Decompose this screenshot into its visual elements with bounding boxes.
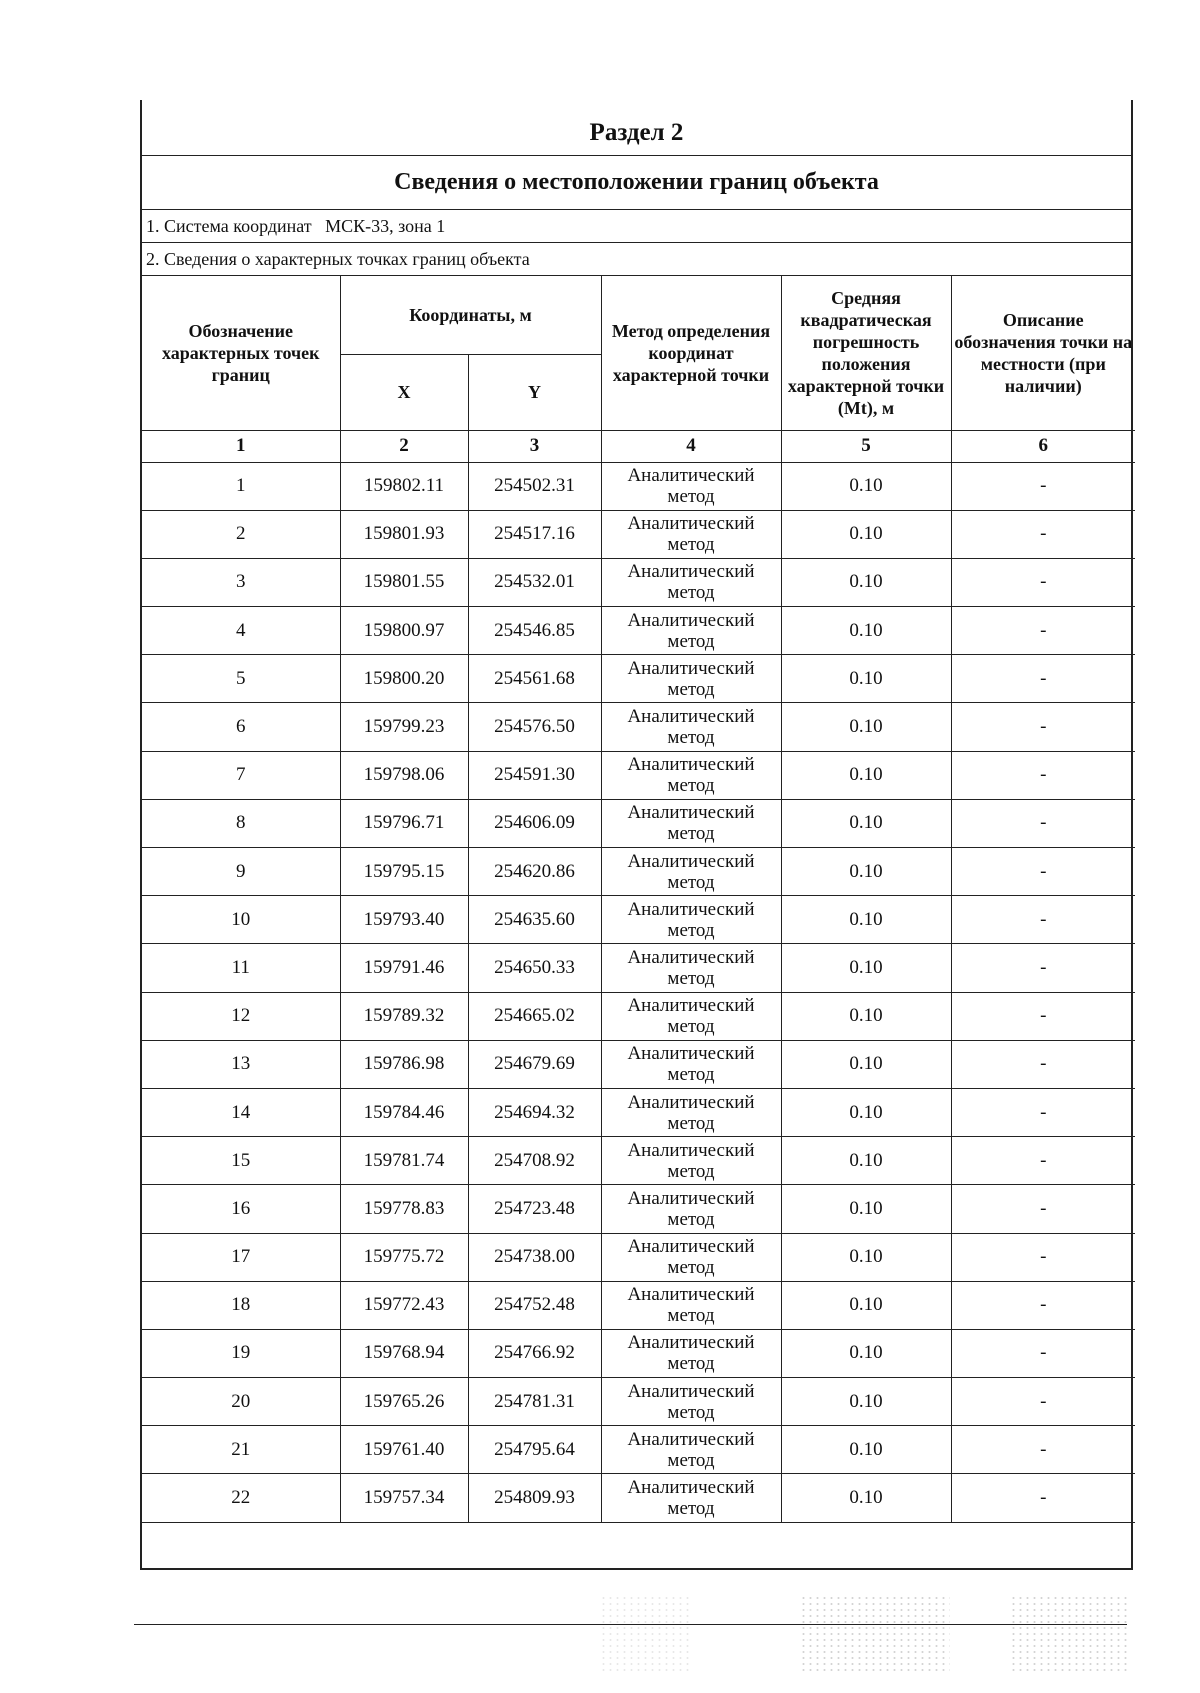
method-cell: Аналитический метод <box>601 848 781 896</box>
coord-x-cell: 159793.40 <box>340 896 468 944</box>
error-cell: 0.10 <box>781 896 951 944</box>
description-cell: - <box>951 655 1135 703</box>
description-cell: - <box>951 703 1135 751</box>
error-cell: 0.10 <box>781 944 951 992</box>
table-row <box>142 607 1135 655</box>
coord-x-cell: 159789.32 <box>340 992 468 1040</box>
coord-y-cell: 254723.48 <box>468 1185 601 1233</box>
column-number: 3 <box>468 430 601 462</box>
coordinate-system-line: 1. Система координат МСК-33, зона 1 <box>142 210 1131 243</box>
method-cell: Аналитический метод <box>601 799 781 847</box>
point-number-cell: 17 <box>142 1233 340 1281</box>
coord-y-cell: 254694.32 <box>468 1088 601 1136</box>
description-cell: - <box>951 1040 1135 1088</box>
point-number-cell: 2 <box>142 510 340 558</box>
point-number-cell: 11 <box>142 944 340 992</box>
coord-x-cell: 159796.71 <box>340 799 468 847</box>
method-cell: Аналитический метод <box>601 1088 781 1136</box>
error-cell: 0.10 <box>781 1040 951 1088</box>
method-cell: Аналитический метод <box>601 992 781 1040</box>
table-row <box>142 1281 1135 1329</box>
table-row <box>142 1474 1135 1522</box>
error-cell: 0.10 <box>781 1137 951 1185</box>
point-number-cell: 12 <box>142 992 340 1040</box>
error-cell: 0.10 <box>781 510 951 558</box>
point-number-cell: 14 <box>142 1088 340 1136</box>
column-numbers-row <box>142 430 1135 462</box>
error-cell: 0.10 <box>781 751 951 799</box>
point-number-cell: 8 <box>142 799 340 847</box>
method-cell: Аналитический метод <box>601 1474 781 1522</box>
coord-x-cell: 159761.40 <box>340 1426 468 1474</box>
table-row <box>142 510 1135 558</box>
points-table-header <box>142 276 1135 462</box>
point-number-cell: 21 <box>142 1426 340 1474</box>
table-row <box>142 751 1135 799</box>
description-cell: - <box>951 1088 1135 1136</box>
method-cell: Аналитический метод <box>601 1185 781 1233</box>
coord-x-cell: 159757.34 <box>340 1474 468 1522</box>
coord-y-cell: 254679.69 <box>468 1040 601 1088</box>
header-x: X <box>340 354 468 430</box>
table-row <box>142 896 1135 944</box>
coord-y-cell: 254738.00 <box>468 1233 601 1281</box>
coord-y-cell: 254708.92 <box>468 1137 601 1185</box>
section-title: Раздел 2 <box>142 100 1131 156</box>
header-y: Y <box>468 354 601 430</box>
description-cell: - <box>951 799 1135 847</box>
coord-y-cell: 254665.02 <box>468 992 601 1040</box>
coord-x-cell: 159778.83 <box>340 1185 468 1233</box>
description-cell: - <box>951 1185 1135 1233</box>
point-number-cell: 15 <box>142 1137 340 1185</box>
table-row <box>142 1329 1135 1377</box>
scan-noise <box>800 1595 950 1675</box>
points-heading-line: 2. Сведения о характерных точках границ объекта <box>142 243 1131 276</box>
description-cell: - <box>951 1137 1135 1185</box>
table-row <box>142 1233 1135 1281</box>
point-number-cell: 10 <box>142 896 340 944</box>
table-row <box>142 1088 1135 1136</box>
error-cell: 0.10 <box>781 1474 951 1522</box>
error-cell: 0.10 <box>781 1426 951 1474</box>
description-cell: - <box>951 1329 1135 1377</box>
column-number: 2 <box>340 430 468 462</box>
error-cell: 0.10 <box>781 558 951 606</box>
column-number: 4 <box>601 430 781 462</box>
method-cell: Аналитический метод <box>601 1040 781 1088</box>
point-number-cell: 1 <box>142 462 340 510</box>
method-cell: Аналитический метод <box>601 703 781 751</box>
coord-x-cell: 159800.20 <box>340 655 468 703</box>
table-row <box>142 992 1135 1040</box>
coord-x-cell: 159772.43 <box>340 1281 468 1329</box>
method-cell: Аналитический метод <box>601 944 781 992</box>
description-cell: - <box>951 1378 1135 1426</box>
coord-y-cell: 254591.30 <box>468 751 601 799</box>
coord-y-cell: 254635.60 <box>468 896 601 944</box>
coord-x-cell: 159798.06 <box>340 751 468 799</box>
table-row <box>142 558 1135 606</box>
coord-y-cell: 254546.85 <box>468 607 601 655</box>
description-cell: - <box>951 1233 1135 1281</box>
point-number-cell: 7 <box>142 751 340 799</box>
error-cell: 0.10 <box>781 1281 951 1329</box>
description-cell: - <box>951 944 1135 992</box>
point-number-cell: 9 <box>142 848 340 896</box>
coord-y-cell: 254650.33 <box>468 944 601 992</box>
error-cell: 0.10 <box>781 1233 951 1281</box>
table-row <box>142 848 1135 896</box>
method-cell: Аналитический метод <box>601 1329 781 1377</box>
header-designation: Обозначение характерных точек границ <box>142 276 340 430</box>
coord-x-cell: 159800.97 <box>340 607 468 655</box>
section-subtitle: Сведения о местоположении границ объекта <box>142 156 1131 210</box>
coord-x-cell: 159775.72 <box>340 1233 468 1281</box>
method-cell: Аналитический метод <box>601 1281 781 1329</box>
point-number-cell: 16 <box>142 1185 340 1233</box>
description-cell: - <box>951 751 1135 799</box>
point-number-cell: 18 <box>142 1281 340 1329</box>
table-row <box>142 1426 1135 1474</box>
coord-y-cell: 254517.16 <box>468 510 601 558</box>
point-number-cell: 5 <box>142 655 340 703</box>
description-cell: - <box>951 1281 1135 1329</box>
table-row <box>142 703 1135 751</box>
points-table-body <box>142 462 1135 1522</box>
method-cell: Аналитический метод <box>601 1378 781 1426</box>
table-row <box>142 1040 1135 1088</box>
point-number-cell: 19 <box>142 1329 340 1377</box>
method-cell: Аналитический метод <box>601 655 781 703</box>
table-row <box>142 655 1135 703</box>
coord-x-cell: 159799.23 <box>340 703 468 751</box>
error-cell: 0.10 <box>781 462 951 510</box>
table-row <box>142 1378 1135 1426</box>
method-cell: Аналитический метод <box>601 607 781 655</box>
coord-y-cell: 254532.01 <box>468 558 601 606</box>
coord-y-cell: 254502.31 <box>468 462 601 510</box>
error-cell: 0.10 <box>781 848 951 896</box>
scan-noise <box>600 1595 690 1675</box>
description-cell: - <box>951 510 1135 558</box>
error-cell: 0.10 <box>781 703 951 751</box>
error-cell: 0.10 <box>781 1378 951 1426</box>
method-cell: Аналитический метод <box>601 751 781 799</box>
coord-x-cell: 159786.98 <box>340 1040 468 1088</box>
coord-y-cell: 254606.09 <box>468 799 601 847</box>
method-cell: Аналитический метод <box>601 1137 781 1185</box>
coord-y-cell: 254781.31 <box>468 1378 601 1426</box>
coord-y-cell: 254576.50 <box>468 703 601 751</box>
column-number: 5 <box>781 430 951 462</box>
header-coordinates: Координаты, м <box>340 276 601 354</box>
header-method: Метод определения координат характерной точки <box>601 276 781 430</box>
method-cell: Аналитический метод <box>601 1233 781 1281</box>
error-cell: 0.10 <box>781 1088 951 1136</box>
header-description: Описание обозначения точки на местности (при наличии) <box>951 276 1135 430</box>
point-number-cell: 22 <box>142 1474 340 1522</box>
header-error: Средняя квадратическая погрешность положения характерной точки (Mt), м <box>781 276 951 430</box>
description-cell: - <box>951 896 1135 944</box>
description-cell: - <box>951 992 1135 1040</box>
points-table <box>142 276 1135 1523</box>
method-cell: Аналитический метод <box>601 462 781 510</box>
table-row <box>142 944 1135 992</box>
coord-y-cell: 254809.93 <box>468 1474 601 1522</box>
error-cell: 0.10 <box>781 1329 951 1377</box>
table-row <box>142 1185 1135 1233</box>
scan-noise <box>1010 1595 1130 1675</box>
method-cell: Аналитический метод <box>601 510 781 558</box>
error-cell: 0.10 <box>781 799 951 847</box>
error-cell: 0.10 <box>781 1185 951 1233</box>
description-cell: - <box>951 558 1135 606</box>
error-cell: 0.10 <box>781 607 951 655</box>
coord-y-cell: 254561.68 <box>468 655 601 703</box>
method-cell: Аналитический метод <box>601 1426 781 1474</box>
section-frame <box>140 100 1133 1570</box>
description-cell: - <box>951 462 1135 510</box>
coord-x-cell: 159795.15 <box>340 848 468 896</box>
point-number-cell: 4 <box>142 607 340 655</box>
table-row <box>142 1137 1135 1185</box>
description-cell: - <box>951 1426 1135 1474</box>
point-number-cell: 3 <box>142 558 340 606</box>
coord-x-cell: 159801.55 <box>340 558 468 606</box>
description-cell: - <box>951 607 1135 655</box>
column-number: 6 <box>951 430 1135 462</box>
error-cell: 0.10 <box>781 992 951 1040</box>
coord-x-cell: 159781.74 <box>340 1137 468 1185</box>
coord-x-cell: 159784.46 <box>340 1088 468 1136</box>
coord-y-cell: 254766.92 <box>468 1329 601 1377</box>
coord-x-cell: 159765.26 <box>340 1378 468 1426</box>
coord-y-cell: 254620.86 <box>468 848 601 896</box>
description-cell: - <box>951 848 1135 896</box>
point-number-cell: 20 <box>142 1378 340 1426</box>
coord-x-cell: 159802.11 <box>340 462 468 510</box>
method-cell: Аналитический метод <box>601 558 781 606</box>
table-row <box>142 799 1135 847</box>
error-cell: 0.10 <box>781 655 951 703</box>
coord-x-cell: 159768.94 <box>340 1329 468 1377</box>
point-number-cell: 6 <box>142 703 340 751</box>
description-cell: - <box>951 1474 1135 1522</box>
coord-y-cell: 254752.48 <box>468 1281 601 1329</box>
point-number-cell: 13 <box>142 1040 340 1088</box>
coord-x-cell: 159801.93 <box>340 510 468 558</box>
table-row <box>142 462 1135 510</box>
method-cell: Аналитический метод <box>601 896 781 944</box>
coord-y-cell: 254795.64 <box>468 1426 601 1474</box>
coord-x-cell: 159791.46 <box>340 944 468 992</box>
column-number: 1 <box>142 430 340 462</box>
